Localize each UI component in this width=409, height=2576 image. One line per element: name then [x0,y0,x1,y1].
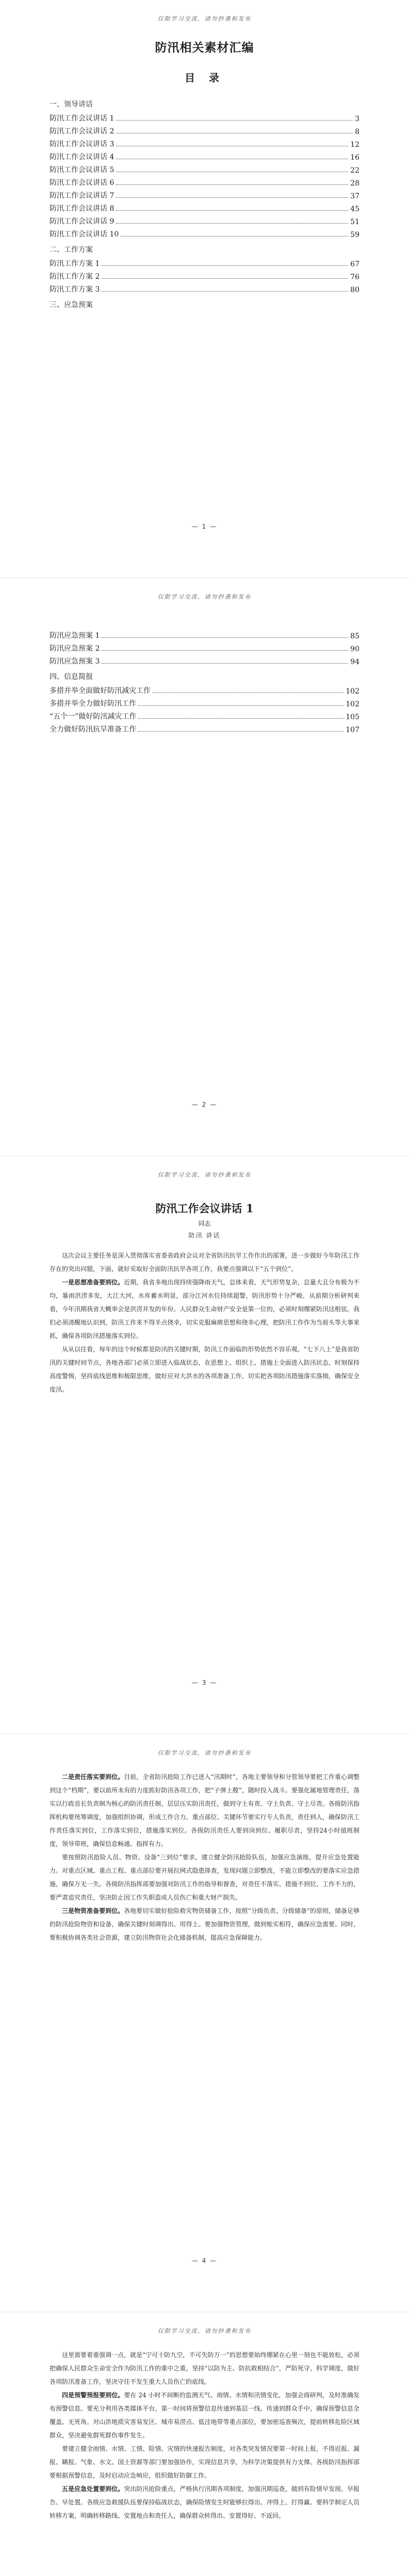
paragraph-text: 要建立健全雨情、水情、工情、险情、灾情的快速报告制度，对各类突发情况要第一时间上报，不得迟报、漏报、瞒报。气象、水文、国土资源等部门要加强协作，实现信息共享，为科学决策提供有力支撑。各级防汛指挥部要根据预警信息，及时启动应急响应，组织做好防御工作。 [50,2445,359,2479]
toc-entry-label: 防汛工作方案 3 [50,285,100,294]
toc-leader-dots [116,184,348,185]
paragraph [50,2482,359,2522]
paragraph [50,1249,359,1276]
toc-entry-label: 防汛工作方案 2 [50,273,100,281]
toc-leader-dots [138,705,343,706]
speech-keywords: 防汛 讲话 [188,1232,221,1239]
toc-entry[interactable] [50,653,359,666]
paragraph-lead: 二是责任落实要到位。 [62,1773,124,1781]
toc-entry[interactable] [50,136,359,149]
toc-entry[interactable] [50,110,359,123]
header-note: 仅限学习交流，请勿抄袭和发布 [157,594,252,600]
document-page-3 [0,1156,409,1734]
paragraph-text: 从从以往看，每年的这个时候都是防汛的关键时期，防汛工作面临的形势依然不容乐观。“七下八上”是我省防汛的关键时间节点，各地各部门必须立即进入临战状态，在思想上、组织上、措施上全面进入防汛状态，时刻保持高度警惕，坚持底线思维和极限思维，做好应对大洪水的各项准备工作，切实把各项防汛措施落实落细，确保安全度汛。 [50,1346,359,1393]
paragraph [50,2348,359,2388]
toc-entry-label: 防汛工作会议讲话 10 [50,230,119,239]
toc-entry-label: 防汛工作会议讲话 9 [50,217,114,226]
header-note: 仅限学习交流，请勿抄袭和发布 [157,2328,252,2334]
toc-entry[interactable] [50,708,359,721]
header-note: 仅限学习交流，请勿抄袭和发布 [157,15,252,22]
speech-body [50,2348,359,2522]
toc-entry[interactable] [50,123,359,136]
toc-entry-label: 防汛工作会议讲话 5 [50,166,114,174]
toc-entry-page: 12 [350,141,359,149]
toc-entry[interactable] [50,200,359,213]
toc-entry[interactable] [50,213,359,226]
toc-leader-dots [116,197,348,198]
toc-entry-page: 28 [350,179,359,188]
paragraph [50,2388,359,2442]
toc-entry-page: 51 [350,218,359,226]
paragraph-text: 要按照防汛抢险人员、物资、设备“三到位”要求，建立健全防汛抢险队伍，加强应急演练，提升应急处置能力。对重点区域、重点工程、重点部位要开展拉网式隐患排查，发现问题立即整改，不能立即整改的要落实应急措施，确保万无一失。各级防汛指挥部要加强对防汛工作的指导和督查，对责任不落实、措施不到位、工作不力的，要严肃追究责任，坚决防止因工作失职造成人员伤亡和重大财产损失。 [50,1854,359,1901]
toc-heading: 目 录 [185,72,224,84]
toc-leader-dots [116,210,348,211]
toc-leader-dots [102,637,348,638]
toc-entry-label: 防汛工作会议讲话 3 [50,140,114,148]
paragraph-text: 突出防汛抢险重点，严格执行汛期各项制度，加强汛期巡查，做到有险情早发现、早报告、早处置。各级应急救援队伍要保持临战状态，确保险情发生时能够拉得出、冲得上、打得赢。要科学制定人员转移方案，明确转移路线、安置地点和责任人，确保群众转得出、安置得好、不返回。 [50,2485,359,2519]
toc-entry[interactable] [50,628,359,640]
header-note: 仅限学习交流，请勿抄袭和发布 [157,1750,252,1756]
page-number: — 3 — [191,1679,218,1686]
toc-entry-page: 3 [355,115,359,123]
toc-entry-page: 16 [350,154,359,162]
toc-entry-page: 67 [350,260,359,268]
toc-leader-dots [138,731,343,732]
toc-entry-page: 85 [350,632,359,640]
toc-entry-label: 防汛应急预案 2 [50,645,100,653]
document-page-4 [0,1734,409,2312]
toc-leader-dots [102,663,348,664]
toc-entry-page: 105 [346,713,359,721]
paragraph-lead: 一是思想准备要到位。 [62,1279,124,1286]
toc-leader-dots [102,265,348,266]
header-note: 仅限学习交流，请勿抄袭和发布 [157,1172,252,1178]
toc-entry-page: 22 [350,166,359,175]
toc-entry-label: “五个一”做好防汛减灾工作 [50,713,137,721]
toc-entry[interactable] [50,149,359,162]
document-page-5 [0,2312,409,2576]
page-number: — 1 — [191,523,218,530]
toc-entry-page: 107 [346,726,359,734]
toc-leader-dots [138,718,343,719]
toc-entry-label: 防汛应急预案 1 [50,632,100,640]
document-page-2 [0,578,409,1156]
paragraph-text: 这次会议主要任务是深入贯彻落实省委省政府会议对全省防汛抗旱工作作出的部署，进一步做好今年防汛工作存在的突出问题，下面，就好采取好全面防汛抗旱各项工作，我要点强调以下“五个到位”。 [50,1252,359,1273]
table-of-contents-continued [50,628,359,666]
paragraph [50,1770,359,1851]
toc-entry-label: 防汛工作会议讲话 1 [50,114,114,123]
toc-entry[interactable] [50,256,359,268]
toc-entry[interactable] [50,721,359,734]
paragraph [50,2442,359,2482]
paragraph [50,1851,359,1904]
paragraph [50,1276,359,1343]
toc-entry-label: 防汛工作会议讲话 2 [50,127,114,135]
toc-entry-label: 防汛工作会议讲话 4 [50,153,114,161]
toc-entry-page: 45 [350,205,359,213]
speech-author: 同志 [198,1220,211,1227]
page-number: — 4 — [191,2257,218,2264]
toc-entry[interactable] [50,226,359,239]
toc-entry-page: 80 [350,286,359,294]
toc-entry[interactable] [50,683,359,696]
toc-entry[interactable] [50,162,359,175]
toc-entry-label: 防汛应急预案 3 [50,657,100,666]
toc-entry-page: 8 [355,128,359,136]
toc-section-heading: 四、信息简报 [50,673,93,681]
paragraph-text: 目前，全省防汛抢险工作已进入“汛期时”，各地主要领导和分管领导要把工作重心调整到这个“档期”，要以前所未有的力度抓好防汛各项工作，把“子弹上膛”，随时投入战斗。要强化属地管理责任，落实以行政首长负责制为核心的防汛责任制，层层压实防汛责任，做到守土有责、守土负责、守土尽责。各级防汛指挥机构要统筹调度，加强组织协调，形成工作合力。重点部位、关键环节要实行专人负责，责任到人，确保防汛工作责任落实到位，工作落实到位，措施落实到位。各级防汛责任人要到岗到位、履职尽责，坚持24小时值班制度，领导带班，确保信息畅通、指挥有力。 [50,1773,359,1848]
toc-entry-label: 全力做好防汛抗旱准备工作 [50,725,136,734]
paragraph-text: 各地要切实做好抢险救灾物资储备工作，按照“分级负责、分级储备”的原则，储备足够的防汛抢险物资和设备，确保关键时刻调得出、用得上。要加强物资管理，做到账实相符，确保应急需要。同时，要积极协调各类社会资源，建立防汛物资社会化储备机制，提高应急保障能力。 [50,1907,359,1941]
toc-leader-dots [102,291,348,292]
toc-entry-page: 90 [350,645,359,653]
toc-entry-label: 多措并举全力做好防汛工作 [50,700,136,708]
page-number: — 2 — [191,1101,218,1108]
toc-entry-label: 防汛工作方案 1 [50,260,100,268]
toc-section-heading: 一、领导讲话 [50,100,93,109]
toc-entry-page: 102 [346,687,359,696]
paragraph-text: 要在 24 小时不间断的监测天气、雨情、水情和汛情变化，加强会商研判，及时准确发布预警信息。要充分利用各类媒体平台，第一时间将预警信息传递到基层一线、传递到群众手中，确保预警信息全覆盖、无死角。对山洪地质灾害易发区、城市易涝点、低洼地带等重点部位，要加密巡查频次，提前转移危险区域群众，坚决避免群死群伤事件发生。 [50,2392,359,2439]
toc-section-heading: 二、工作方案 [50,246,93,254]
toc-entry[interactable] [50,281,359,294]
speech-body [50,1770,359,1944]
toc-entry-label: 防汛工作会议讲话 6 [50,179,114,187]
toc-entry-label: 防汛工作会议讲话 7 [50,192,114,200]
toc-leader-dots [116,120,353,121]
toc-leader-dots [153,692,343,693]
document-page-1 [0,0,409,578]
paragraph [50,1343,359,1396]
toc-entry[interactable] [50,268,359,281]
toc-entry-page: 94 [350,658,359,666]
toc-leader-dots [116,223,348,224]
toc-entry-label: 多措并举全面做好防汛减灾工作 [50,687,151,695]
toc-entry-page: 37 [350,192,359,200]
paragraph-text: 近期，我省多地出现持续强降雨天气，总体来看，天气形势复杂，总量大且分布极为不均，暴雨洪涝多发，大江大河，水库蓄水明显，部分江河水位持续超警，防汛形势十分严峻，从前期分析研判来看，今年汛期我省大概率会是洪涝并发的年份。人民群众生命财产安全是第一位的，必须时刻绷紧防汛这根弦。我们必须清醒地认识到，防汛工作来不得半点侥幸，切实克服麻痹思想和侥幸心理，把防汛工作作为当前头等大事来抓，确保各项防汛措施落实到位。 [50,1279,359,1340]
toc-entry-page: 102 [346,700,359,708]
paragraph-lead: 三是物资准备要到位。 [62,1907,124,1914]
speech-body [50,1249,359,1396]
paragraph-lead: 五是应急处置要到位。 [62,2485,124,2493]
paragraph-text: 这里需要着重强调一点，就是“宁可十防九空，不可失防万一”的思想要始终绷紧在心里一刻也不能放松，必须把确保人民群众生命安全作为防汛工作的重中之重，坚持“以防为主、防抗救相结合”，严防死守、科学调度，做好各项防汛准备工作，坚决守住不发生重大人员伤亡的底线。 [50,2351,359,2385]
toc-leader-dots [102,650,348,651]
toc-entry[interactable] [50,188,359,200]
table-of-contents [50,99,359,310]
paragraph [50,1904,359,1944]
toc-entry[interactable] [50,696,359,708]
toc-entry[interactable] [50,640,359,653]
document-title: 防汛相关素材汇编 [155,41,254,55]
toc-leader-dots [102,278,348,279]
toc-entry-label: 防汛工作会议讲话 8 [50,205,114,213]
paragraph-lead: 四是预警预报要到位。 [62,2392,124,2399]
toc-entry-page: 59 [350,231,359,239]
speech-title: 防汛工作会议讲话 1 [155,1202,254,1215]
toc-section-heading: 三、应急预案 [50,301,93,309]
table-of-contents-briefs [50,683,359,734]
toc-entry[interactable] [50,175,359,188]
toc-entry-page: 76 [350,273,359,281]
